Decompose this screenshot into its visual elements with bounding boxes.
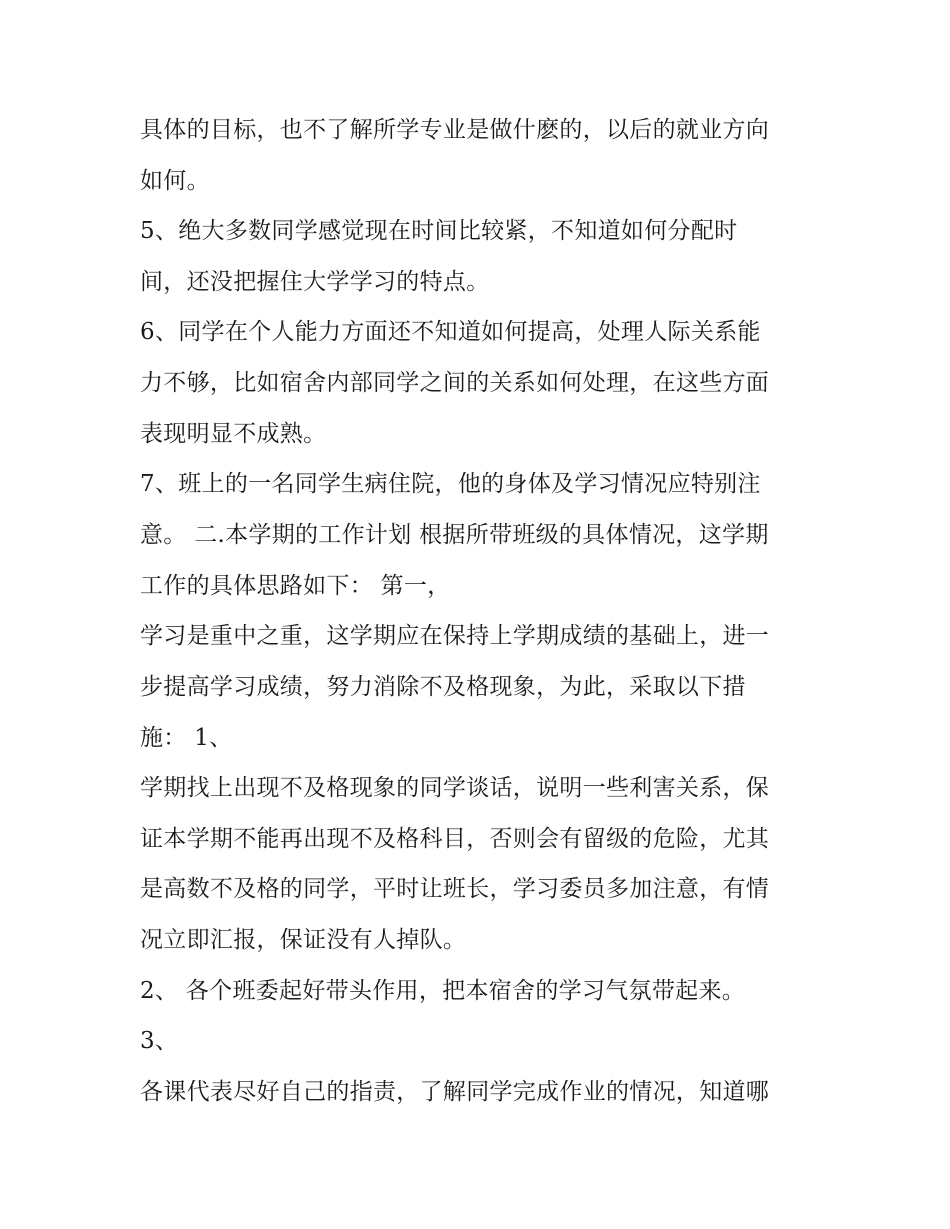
text-line: 施： 1、 xyxy=(140,725,233,751)
text-line: 7、班上的一名同学生病住院，他的身体及学习情况应特别注 xyxy=(140,471,761,497)
text-line: 意。 二.本学期的工作计划 根据所带班级的具体情况，这学期 xyxy=(140,522,769,548)
text-line: 表现明显不成熟。 xyxy=(140,421,327,447)
text-line: 学习是重中之重，这学期应在保持上学期成绩的基础上，进一 xyxy=(140,623,770,649)
text-line: 6、同学在个人能力方面还不知道如何提高，处理人际关系能 xyxy=(140,319,761,345)
text-line: 各课代表尽好自己的指责，了解同学完成作业的情况，知道哪 xyxy=(140,1079,770,1105)
text-line: 学期找上出现不及格现象的同学谈话，说明一些利害关系，保 xyxy=(140,775,770,801)
text-line: 工作的具体思路如下： 第一， xyxy=(140,573,451,599)
text-line: 5、绝大多数同学感觉现在时间比较紧，不知道如何分配时 xyxy=(140,218,738,244)
text-line: 力不够，比如宿舍内部同学之间的关系如何处理，在这些方面 xyxy=(140,370,770,396)
text-line: 2、 各个班委起好带头作用，把本宿舍的学习气氛带起来。 xyxy=(140,978,746,1004)
text-line: 间，还没把握住大学学习的特点。 xyxy=(140,269,490,295)
text-line: 3、 xyxy=(140,1028,179,1054)
text-line: 况立即汇报，保证没有人掉队。 xyxy=(140,927,467,953)
text-line: 具体的目标，也不了解所学专业是做什麽的，以后的就业方向 xyxy=(140,117,770,143)
text-line: 是高数不及格的同学，平时让班长，学习委员多加注意，有情 xyxy=(140,876,770,902)
text-line: 如何。 xyxy=(140,168,210,194)
text-line: 步提高学习成绩，努力消除不及格现象，为此，采取以下措 xyxy=(140,674,746,700)
text-line: 证本学期不能再出现不及格科目，否则会有留级的危险，尤其 xyxy=(140,826,770,852)
